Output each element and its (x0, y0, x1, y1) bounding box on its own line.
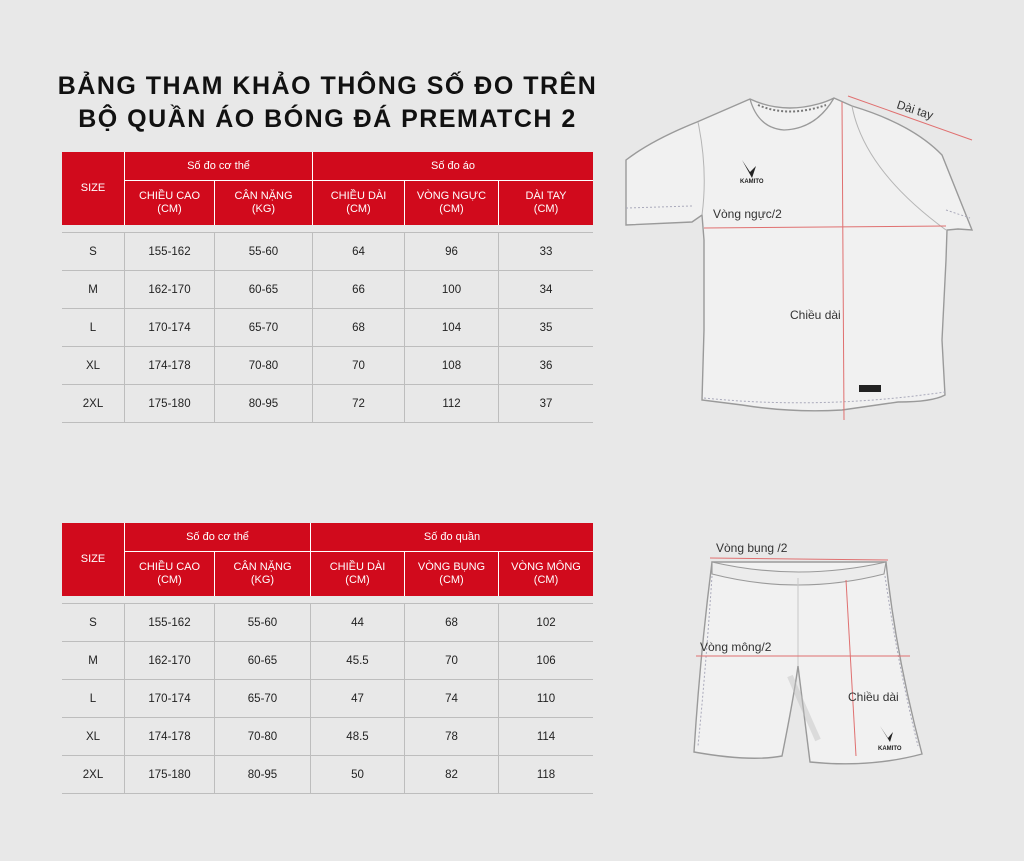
hip-label: Vòng mông/2 (700, 640, 772, 654)
shorts-size-table (62, 523, 593, 794)
shirt-outline (626, 98, 972, 411)
cell-weight: 55-60 (215, 233, 313, 271)
cell-height: 170-174 (125, 309, 215, 347)
table-row (62, 271, 593, 309)
cell-height: 162-170 (125, 642, 215, 680)
cell-weight: 65-70 (215, 680, 311, 718)
cell-b: 82 (405, 756, 499, 794)
cell-weight: 65-70 (215, 309, 313, 347)
cell-c: 102 (499, 604, 593, 642)
title-line-2: BỘ QUẦN ÁO BÓNG ĐÁ PREMATCH 2 (78, 105, 577, 133)
hip-header: VÒNG MÔNG (CM) (499, 552, 593, 596)
table-row (62, 309, 593, 347)
table-row (62, 642, 593, 680)
cell-height: 175-180 (125, 756, 215, 794)
shorts-length-label: Chiều dài (848, 690, 899, 704)
cell-a: 48.5 (311, 718, 405, 756)
weight-header: CÂN NẶNG (KG) (215, 552, 311, 596)
shirt-diagram (612, 80, 1024, 430)
page-title (40, 70, 615, 136)
cell-weight: 70-80 (215, 718, 311, 756)
weight-header: CÂN NẶNG (KG) (215, 181, 313, 225)
height-header: CHIỀU CAO (CM) (125, 552, 215, 596)
cell-size: XL (62, 347, 125, 385)
shirt-length-label: Chiều dài (790, 308, 841, 322)
cell-b: 104 (405, 309, 499, 347)
cell-height: 162-170 (125, 271, 215, 309)
cell-c: 33 (499, 233, 593, 271)
waist-line (710, 558, 888, 560)
table-row (62, 756, 593, 794)
shorts-length-header: CHIỀU DÀI (CM) (311, 552, 405, 596)
body-measurements-header: Số đo cơ thể (125, 523, 311, 552)
cell-size: 2XL (62, 756, 125, 794)
shirt-size-table (62, 152, 593, 423)
waist-header: VÒNG BỤNG (CM) (405, 552, 499, 596)
chest-header: VÒNG NGỰC (CM) (405, 181, 499, 225)
cell-a: 70 (313, 347, 405, 385)
table-row (62, 604, 593, 642)
cell-a: 44 (311, 604, 405, 642)
cell-b: 100 (405, 271, 499, 309)
chest-label: Vòng ngực/2 (713, 207, 782, 221)
shorts-measurements-header: Số đo quần (311, 523, 593, 552)
cell-size: 2XL (62, 385, 125, 423)
table-row (62, 718, 593, 756)
cell-a: 50 (311, 756, 405, 794)
shirt-length-header: CHIỀU DÀI (CM) (313, 181, 405, 225)
cell-size: M (62, 642, 125, 680)
cell-a: 72 (313, 385, 405, 423)
cell-a: 66 (313, 271, 405, 309)
cell-c: 36 (499, 347, 593, 385)
table-row (62, 680, 593, 718)
cell-c: 118 (499, 756, 593, 794)
cell-height: 174-178 (125, 718, 215, 756)
cell-height: 174-178 (125, 347, 215, 385)
sleeve-length-header: DÀI TAY (CM) (499, 181, 593, 225)
cell-a: 45.5 (311, 642, 405, 680)
cell-size: M (62, 271, 125, 309)
size-tag-icon (859, 385, 881, 392)
cell-weight: 55-60 (215, 604, 311, 642)
cell-weight: 80-95 (215, 385, 313, 423)
cell-a: 68 (313, 309, 405, 347)
shorts-diagram (690, 536, 930, 776)
waist-label: Vòng bụng /2 (716, 541, 788, 555)
cell-size: L (62, 680, 125, 718)
cell-b: 112 (405, 385, 499, 423)
cell-size: S (62, 233, 125, 271)
cell-c: 106 (499, 642, 593, 680)
cell-weight: 60-65 (215, 271, 313, 309)
title-line-1: BẢNG THAM KHẢO THÔNG SỐ ĐO TRÊN (57, 72, 598, 100)
table-row (62, 347, 593, 385)
shirt-logo-text: KAMITO (740, 179, 764, 185)
cell-b: 108 (405, 347, 499, 385)
cell-weight: 60-65 (215, 642, 311, 680)
cell-b: 68 (405, 604, 499, 642)
cell-height: 170-174 (125, 680, 215, 718)
table-row (62, 385, 593, 423)
cell-size: S (62, 604, 125, 642)
cell-height: 155-162 (125, 604, 215, 642)
cell-size: L (62, 309, 125, 347)
shorts-logo-text: KAMITO (878, 746, 902, 752)
cell-weight: 70-80 (215, 347, 313, 385)
height-header: CHIỀU CAO (CM) (125, 181, 215, 225)
cell-b: 74 (405, 680, 499, 718)
cell-b: 70 (405, 642, 499, 680)
cell-a: 64 (313, 233, 405, 271)
sleeve-label: Dài tay (895, 97, 935, 123)
cell-weight: 80-95 (215, 756, 311, 794)
body-measurements-header: Số đo cơ thể (125, 152, 313, 181)
cell-c: 37 (499, 385, 593, 423)
size-header: SIZE (62, 152, 125, 225)
table-row (62, 233, 593, 271)
cell-c: 35 (499, 309, 593, 347)
cell-c: 110 (499, 680, 593, 718)
cell-c: 34 (499, 271, 593, 309)
cell-height: 175-180 (125, 385, 215, 423)
cell-b: 78 (405, 718, 499, 756)
cell-b: 96 (405, 233, 499, 271)
cell-size: XL (62, 718, 125, 756)
cell-a: 47 (311, 680, 405, 718)
size-header: SIZE (62, 523, 125, 596)
cell-c: 114 (499, 718, 593, 756)
cell-height: 155-162 (125, 233, 215, 271)
shirt-measurements-header: Số đo áo (313, 152, 593, 181)
